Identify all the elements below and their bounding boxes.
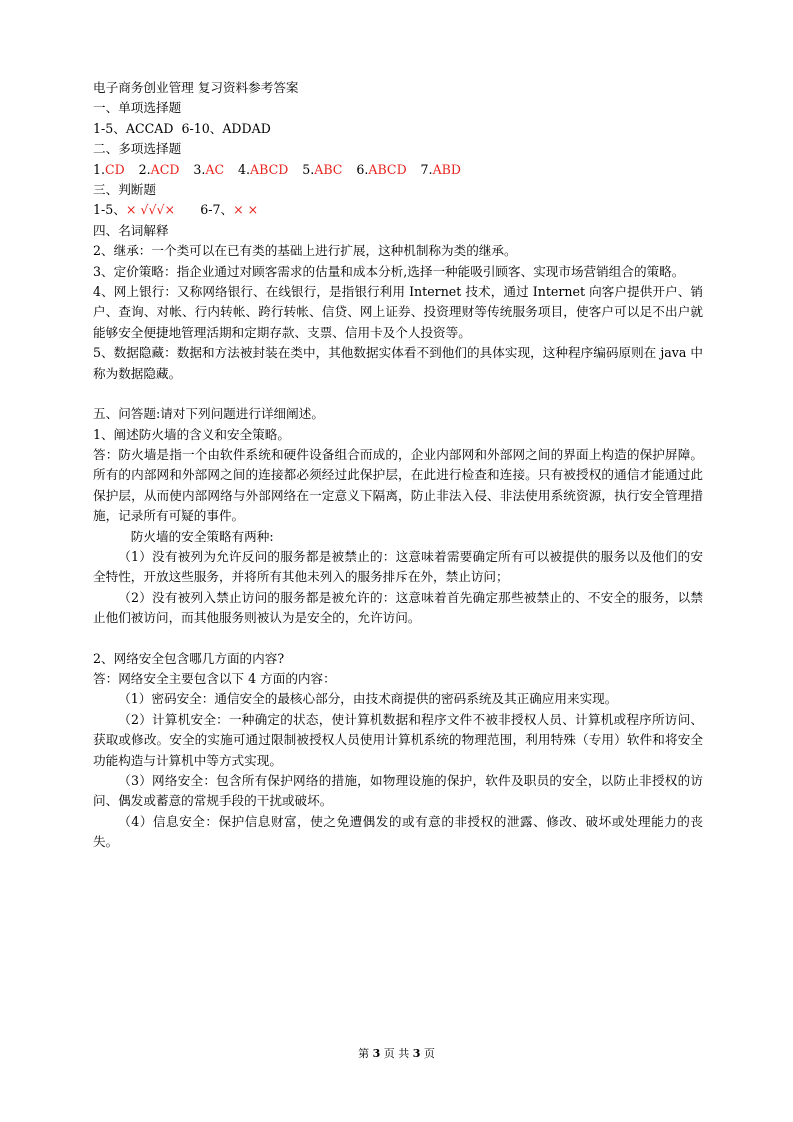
mc-num: 4. xyxy=(237,161,250,177)
q1-answer: 答：防火墙是指一个由软件系统和硬件设备组合而成的，企业内部网和外部网之间的界面上构造的保护屏障。所有的内部网和外部网之间的连接都必须经过此保护层，在此进行检查和连接。只有被授权的通信才能通过此保护层，从而使内部网络与外部网络在一定意义下隔离，防止非法入侵、非法使用系统资源，执行安全管理措施，记录所有可疑的事件。 xyxy=(93,446,703,524)
section5-heading: 五、问答题:请对下列问题进行详细阐述。 xyxy=(93,406,324,422)
mc-num: 1. xyxy=(93,161,106,177)
mc-num: 3. xyxy=(193,161,206,177)
section2-answers xyxy=(93,160,703,180)
footer-total-pages: 3 xyxy=(412,1047,421,1060)
mc-num: 5. xyxy=(302,161,315,177)
document-body xyxy=(93,78,703,853)
q2-point: （3）网络安全：包含所有保护网络的措施，如物理设施的保护，软件及职员的安全，以防止非授权的访问、偶发或蓄意的常规手段的干扰或破坏。 xyxy=(93,773,703,809)
q1-question: 1、阐述防火墙的含义和安全策略。 xyxy=(93,426,290,442)
footer-middle: 页 共 xyxy=(383,1047,410,1060)
section3-heading: 三、判断题 xyxy=(93,182,156,198)
q2-question: 2、网络安全包含哪几方面的内容? xyxy=(93,650,285,666)
mc-ans: ABD xyxy=(432,161,462,177)
q1-policy: （2）没有被列入禁止访问的服务都是被允许的：这意味着首先确定那些被禁止的、不安全的服务，以禁止他们被访问，而其他服务则被认为是安全的，允许访问。 xyxy=(93,589,703,626)
footer-prefix: 第 xyxy=(358,1047,370,1060)
q2-answer: 答：网络安全主要包含以下 4 方面的内容： xyxy=(93,670,336,686)
mc-ans: CD xyxy=(105,161,125,177)
term-entry: 5、数据隐藏：数据和方法被封装在类中，其他数据实体看不到他们的具体实现，这种程序编码原则在 java 中称为数据隐藏。 xyxy=(93,345,703,381)
term-entry: 2、继承：一个类可以在已有类的基础上进行扩展，这种机制称为类的继承。 xyxy=(93,243,517,259)
section3-answers xyxy=(93,200,703,220)
page-footer xyxy=(0,1045,793,1061)
tf-range: 1-5、 xyxy=(93,202,126,218)
mc-ans: ABCD xyxy=(368,161,407,177)
section1-heading: 一、单项选择题 xyxy=(93,100,182,116)
q2-point: （2）计算机安全：一种确定的状态，使计算机数据和程序文件不被非授权人员、计算机或程序所访问、获取或修改。安全的实施可通过限制被授权人员使用计算机系统的物理范围，利用特殊（专用）软件和将安全功能构造与计算机中等方式实现。 xyxy=(93,711,703,768)
term-entry: 4、网上银行：又称网络银行、在线银行，是指银行利用 Internet 技术，通过 Internet 向客户提供开户、销户、查询、对帐、行内转帐、跨行转帐、信贷、网上证券、投资理财等传统服务项目，使客户可以足不出户就能够安全便捷地管理活期和定期存款、支票、信用卡及个人投资等。 xyxy=(93,284,703,340)
mc-ans: ABC xyxy=(314,161,343,177)
q2-point: （1）密码安全：通信安全的最核心部分，由技术商提供的密码系统及其正确应用来实现。 xyxy=(118,691,618,707)
q1-policy: （1）没有被列为允许反问的服务都是被禁止的：这意味着需要确定所有可以被提供的服务以及他们的安全特性，开放这些服务，并将所有其他未列入的服务排斥在外，禁止访问； xyxy=(93,548,703,585)
footer-suffix: 页 xyxy=(423,1047,435,1060)
mc-ans: ABCD xyxy=(250,161,289,177)
q1-policy-intro: 防火墙的安全策略有两种: xyxy=(130,528,274,544)
q2-point: （4）信息安全：保护信息财富，使之免遭偶发的或有意的非授权的泄露、修改、破坏或处理能力的丧失。 xyxy=(93,813,703,850)
mc-num: 2. xyxy=(138,161,151,177)
tf-range: 6-7、 xyxy=(200,202,234,218)
mc-num: 7. xyxy=(420,161,433,177)
mc-ans: ACD xyxy=(150,161,180,177)
term-entry: 3、定价策略：指企业通过对顾客需求的估量和成本分析,选择一种能吸引顾客、实现市场营销组合的策略。 xyxy=(93,263,685,279)
mc-ans: AC xyxy=(205,161,225,177)
tf-marks: × √√√× xyxy=(125,202,176,218)
footer-page-number: 3 xyxy=(372,1047,381,1060)
tf-marks: × × xyxy=(233,202,259,218)
mc-num: 6. xyxy=(356,161,369,177)
section1-answers: 1-5、ACCAD 6-10、ADDAD xyxy=(93,120,271,136)
section2-heading: 二、多项选择题 xyxy=(93,141,182,157)
doc-title: 电子商务创业管理 复习资料参考答案 xyxy=(93,80,299,95)
section4-heading: 四、名词解释 xyxy=(93,222,169,238)
